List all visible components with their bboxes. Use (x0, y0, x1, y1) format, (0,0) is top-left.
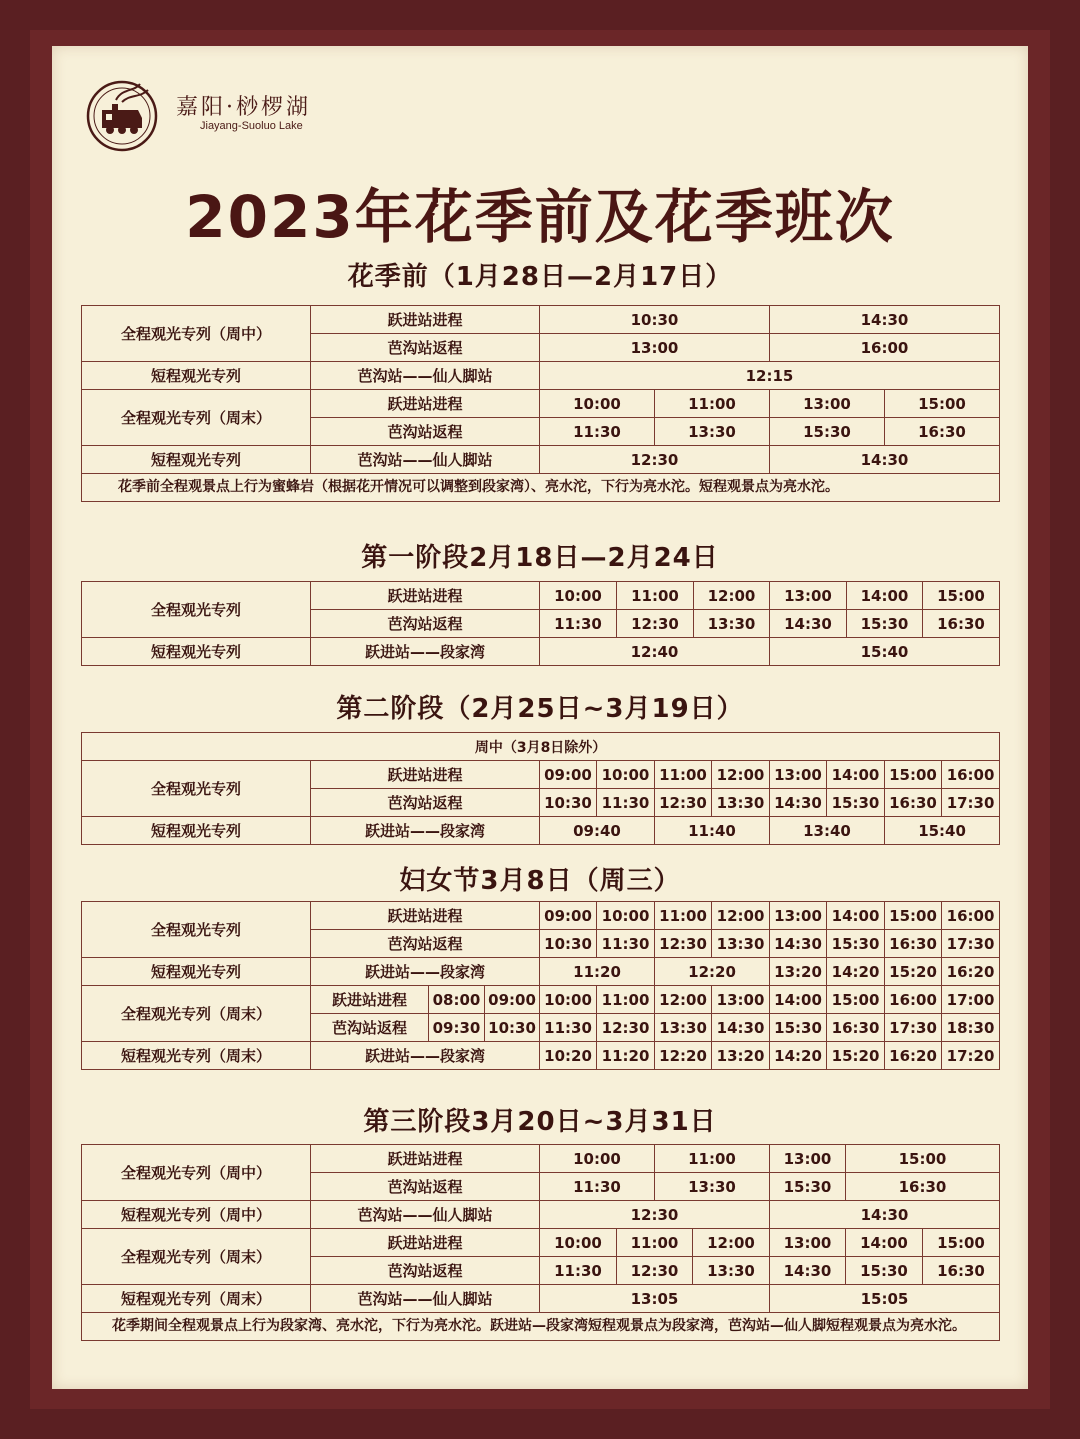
time-cell: 14:00 (846, 1229, 923, 1257)
time-cell: 12:30 (617, 1257, 693, 1285)
time-cell: 10:30 (540, 306, 770, 334)
time-cell: 14:30 (770, 610, 847, 638)
route-cell: 芭沟站返程 (311, 1257, 540, 1285)
time-cell: 09:40 (540, 817, 655, 845)
time-cell: 11:30 (597, 930, 655, 958)
time-cell: 13:05 (540, 1285, 770, 1313)
schedule-table-pre-season (81, 305, 1000, 502)
route-cell: 跃进站进程 (311, 902, 540, 930)
time-cell: 16:20 (942, 958, 1000, 986)
time-cell: 15:30 (770, 1014, 827, 1042)
time-cell: 16:30 (827, 1014, 885, 1042)
train-type-cell: 全程观光专列（周末） (82, 986, 311, 1042)
table-row (82, 474, 1000, 502)
table-row (82, 390, 1000, 418)
note-cell: 花季前全程观景点上行为蜜蜂岩（根据花开情况可以调整到段家湾）、亮水沱，下行为亮水沱。短程观景点为亮水沱。 (82, 474, 1000, 502)
time-cell: 11:00 (655, 761, 712, 789)
time-cell: 16:20 (885, 1042, 942, 1070)
route-cell: 跃进站——段家湾 (311, 1042, 540, 1070)
route-cell: 芭沟站返程 (311, 610, 540, 638)
route-cell: 芭沟站——仙人脚站 (311, 1201, 540, 1229)
route-cell: 跃进站——段家湾 (311, 817, 540, 845)
time-cell: 11:00 (597, 986, 655, 1014)
time-cell: 14:30 (770, 446, 1000, 474)
time-cell: 15:00 (923, 1229, 1000, 1257)
table-row (82, 761, 1000, 789)
schedule-table-phase-1 (81, 581, 1000, 666)
route-cell: 跃进站——段家湾 (311, 958, 540, 986)
time-cell: 16:00 (942, 902, 1000, 930)
time-cell: 15:30 (770, 418, 885, 446)
train-type-cell: 短程观光专列 (82, 446, 311, 474)
route-cell: 芭沟站返程 (311, 1014, 429, 1042)
section-title-pre-season: 花季前（1月28日—2月17日） (347, 262, 733, 292)
table-row (82, 733, 1000, 761)
train-type-cell: 全程观光专列（周中） (82, 1145, 311, 1201)
time-cell: 15:00 (885, 902, 942, 930)
time-cell: 12:30 (540, 446, 770, 474)
time-cell: 13:00 (770, 582, 847, 610)
time-cell: 09:00 (540, 761, 597, 789)
time-cell: 17:00 (942, 986, 1000, 1014)
table-row (82, 446, 1000, 474)
time-cell: 13:20 (770, 958, 827, 986)
schedule-table-womens-day (81, 901, 1000, 1070)
time-cell: 13:30 (693, 1257, 770, 1285)
time-cell: 14:00 (827, 761, 885, 789)
time-cell: 12:40 (540, 638, 770, 666)
time-cell: 15:30 (847, 610, 923, 638)
time-cell: 13:30 (655, 1173, 770, 1201)
time-cell: 15:30 (827, 930, 885, 958)
time-cell: 17:30 (885, 1014, 942, 1042)
time-cell: 16:00 (942, 761, 1000, 789)
time-cell: 13:20 (712, 1042, 770, 1070)
time-cell: 15:40 (885, 817, 1000, 845)
time-cell: 14:30 (770, 930, 827, 958)
route-cell: 跃进站进程 (311, 582, 540, 610)
time-cell: 10:00 (540, 1145, 655, 1173)
route-cell: 芭沟站——仙人脚站 (311, 446, 540, 474)
time-cell: 10:30 (540, 789, 597, 817)
time-cell: 13:00 (770, 902, 827, 930)
time-cell: 16:30 (846, 1173, 1000, 1201)
brand-name-cn: 嘉阳·桫椤湖 (176, 95, 311, 120)
train-type-cell: 全程观光专列（周末） (82, 1229, 311, 1285)
time-cell: 16:00 (885, 986, 942, 1014)
train-type-cell: 短程观光专列 (82, 817, 311, 845)
route-cell: 芭沟站——仙人脚站 (311, 362, 540, 390)
time-cell: 15:00 (846, 1145, 1000, 1173)
time-cell: 14:00 (827, 902, 885, 930)
time-cell: 15:30 (846, 1257, 923, 1285)
time-cell: 16:30 (885, 930, 942, 958)
time-cell: 17:30 (942, 789, 1000, 817)
time-cell: 09:00 (485, 986, 540, 1014)
route-cell: 芭沟站返程 (311, 930, 540, 958)
time-cell: 10:20 (540, 1042, 597, 1070)
time-cell: 10:00 (540, 582, 617, 610)
time-cell: 14:30 (770, 1257, 846, 1285)
route-cell: 芭沟站返程 (311, 418, 540, 446)
time-cell: 13:00 (770, 761, 827, 789)
route-cell: 芭沟站——仙人脚站 (311, 1285, 540, 1313)
time-cell: 14:20 (827, 958, 885, 986)
time-cell: 13:30 (712, 930, 770, 958)
route-cell: 芭沟站返程 (311, 789, 540, 817)
table-row (82, 362, 1000, 390)
schedule-table-phase-3 (81, 1144, 1000, 1341)
time-cell: 14:30 (712, 1014, 770, 1042)
time-cell: 13:30 (712, 789, 770, 817)
train-type-cell: 全程观光专列 (82, 902, 311, 958)
time-cell: 11:00 (617, 1229, 693, 1257)
table-header: 周中（3月8日除外） (82, 733, 1000, 761)
route-cell: 跃进站进程 (311, 306, 540, 334)
route-cell: 芭沟站返程 (311, 334, 540, 362)
section-title-phase-1: 第一阶段2月18日—2月24日 (361, 543, 719, 573)
time-cell: 10:00 (597, 902, 655, 930)
train-type-cell: 短程观光专列 (82, 362, 311, 390)
route-cell: 跃进站进程 (311, 1145, 540, 1173)
table-row (82, 1042, 1000, 1070)
table-row (82, 817, 1000, 845)
brand-name-en: Jiayang-Suoluo Lake (200, 120, 303, 132)
time-cell: 14:30 (770, 789, 827, 817)
time-cell: 10:00 (540, 986, 597, 1014)
time-cell: 11:30 (540, 1257, 617, 1285)
time-cell: 11:30 (540, 418, 655, 446)
time-cell: 15:20 (885, 958, 942, 986)
time-cell: 10:30 (540, 930, 597, 958)
time-cell: 14:20 (770, 1042, 827, 1070)
time-cell: 11:30 (540, 1014, 597, 1042)
time-cell: 14:00 (770, 986, 827, 1014)
time-cell: 09:30 (429, 1014, 485, 1042)
time-cell: 17:20 (942, 1042, 1000, 1070)
time-cell: 12:20 (655, 1042, 712, 1070)
time-cell: 14:30 (770, 306, 1000, 334)
train-type-cell: 短程观光专列（周中） (82, 1201, 311, 1229)
train-type-cell: 短程观光专列（周末） (82, 1042, 311, 1070)
time-cell: 16:30 (923, 1257, 1000, 1285)
time-cell: 16:30 (923, 610, 1000, 638)
train-type-cell: 全程观光专列 (82, 761, 311, 817)
time-cell: 12:00 (712, 902, 770, 930)
route-cell: 跃进站进程 (311, 390, 540, 418)
time-cell: 13:30 (655, 418, 770, 446)
time-cell: 15:20 (827, 1042, 885, 1070)
time-cell: 17:30 (942, 930, 1000, 958)
table-row (82, 1201, 1000, 1229)
section-title-phase-3: 第三阶段3月20日~3月31日 (363, 1107, 717, 1137)
time-cell: 11:00 (617, 582, 694, 610)
time-cell: 12:30 (597, 1014, 655, 1042)
table-row (82, 958, 1000, 986)
table-row (82, 902, 1000, 930)
page-title: 2023年花季前及花季班次 (185, 183, 895, 251)
table-row (82, 306, 1000, 334)
table-row (82, 1145, 1000, 1173)
table-row (82, 1313, 1000, 1341)
time-cell: 12:30 (655, 930, 712, 958)
route-cell: 跃进站进程 (311, 1229, 540, 1257)
train-type-cell: 全程观光专列 (82, 582, 311, 638)
time-cell: 11:30 (597, 789, 655, 817)
time-cell: 11:30 (540, 610, 617, 638)
time-cell: 12:00 (693, 1229, 770, 1257)
train-type-cell: 短程观光专列（周末） (82, 1285, 311, 1313)
time-cell: 15:00 (885, 390, 1000, 418)
table-row (82, 1229, 1000, 1257)
time-cell: 11:00 (655, 902, 712, 930)
time-cell: 11:00 (655, 1145, 770, 1173)
time-cell: 15:05 (770, 1285, 1000, 1313)
time-cell: 18:30 (942, 1014, 1000, 1042)
time-cell: 15:30 (770, 1173, 846, 1201)
time-cell: 13:30 (694, 610, 770, 638)
time-cell: 13:40 (770, 817, 885, 845)
note-cell: 花季期间全程观景点上行为段家湾、亮水沱，下行为亮水沱。跃进站—段家湾短程观景点为段家湾，芭沟站—仙人脚短程观景点为亮水沱。 (82, 1313, 1000, 1341)
time-cell: 11:00 (655, 390, 770, 418)
table-row (82, 986, 1000, 1014)
train-type-cell: 全程观光专列（周末） (82, 390, 311, 446)
route-cell: 跃进站进程 (311, 761, 540, 789)
time-cell: 09:00 (540, 902, 597, 930)
route-cell: 芭沟站返程 (311, 1173, 540, 1201)
time-cell: 14:00 (847, 582, 923, 610)
time-cell: 11:20 (540, 958, 655, 986)
time-cell: 15:00 (923, 582, 1000, 610)
route-cell: 跃进站进程 (311, 986, 429, 1014)
time-cell: 10:00 (540, 390, 655, 418)
train-type-cell: 短程观光专列 (82, 958, 311, 986)
time-cell: 15:40 (770, 638, 1000, 666)
section-title-phase-2: 第二阶段（2月25日~3月19日） (336, 694, 744, 724)
time-cell: 12:30 (617, 610, 694, 638)
time-cell: 16:30 (885, 418, 1000, 446)
section-title-womens-day: 妇女节3月8日（周三） (399, 866, 681, 896)
time-cell: 15:00 (827, 986, 885, 1014)
time-cell: 12:20 (655, 958, 770, 986)
time-cell: 16:30 (885, 789, 942, 817)
time-cell: 10:00 (540, 1229, 617, 1257)
time-cell: 13:00 (770, 1145, 846, 1173)
time-cell: 11:20 (597, 1042, 655, 1070)
time-cell: 10:30 (485, 1014, 540, 1042)
time-cell: 15:00 (885, 761, 942, 789)
time-cell: 13:30 (655, 1014, 712, 1042)
time-cell: 15:30 (827, 789, 885, 817)
time-cell: 12:15 (540, 362, 1000, 390)
time-cell: 12:30 (540, 1201, 770, 1229)
time-cell: 13:00 (770, 390, 885, 418)
route-cell: 跃进站——段家湾 (311, 638, 540, 666)
time-cell: 13:00 (712, 986, 770, 1014)
time-cell: 12:30 (655, 789, 712, 817)
time-cell: 13:00 (770, 1229, 846, 1257)
train-type-cell: 短程观光专列 (82, 638, 311, 666)
time-cell: 08:00 (429, 986, 485, 1014)
table-row (82, 638, 1000, 666)
train-logo-icon (82, 76, 162, 152)
time-cell: 11:40 (655, 817, 770, 845)
table-row (82, 1285, 1000, 1313)
time-cell: 16:00 (770, 334, 1000, 362)
time-cell: 12:00 (694, 582, 770, 610)
table-row (82, 582, 1000, 610)
time-cell: 11:30 (540, 1173, 655, 1201)
train-type-cell: 全程观光专列（周中） (82, 306, 311, 362)
time-cell: 12:00 (655, 986, 712, 1014)
time-cell: 12:00 (712, 761, 770, 789)
schedule-table-phase-2 (81, 732, 1000, 845)
time-cell: 14:30 (770, 1201, 1000, 1229)
time-cell: 13:00 (540, 334, 770, 362)
time-cell: 10:00 (597, 761, 655, 789)
